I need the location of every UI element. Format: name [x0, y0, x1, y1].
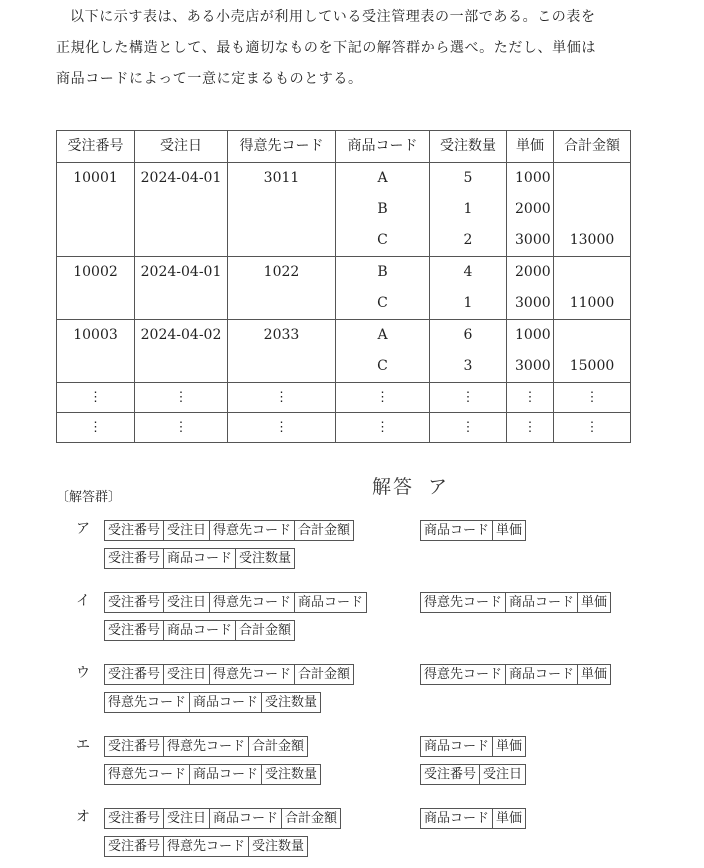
relation-attribute: 受注番号: [104, 520, 164, 541]
table-row: [57, 163, 631, 257]
relation-schema: [420, 764, 526, 785]
relation-attribute: 商品コード: [420, 736, 493, 757]
relation-attribute: 得意先コード: [209, 520, 295, 541]
ellipsis-cell: ⋮: [135, 413, 228, 443]
relation-schema: [420, 664, 611, 685]
customer-code-cell: 1022: [228, 257, 336, 320]
quantity-cell: 5 1 2: [430, 163, 507, 257]
ellipsis-cell: ⋮: [554, 413, 631, 443]
table-header-row: [57, 131, 631, 163]
unit-price-cell: 2000 3000: [507, 257, 554, 320]
relation-attribute: 得意先コード: [209, 592, 295, 613]
relation-schema: [104, 808, 341, 829]
relation-attribute: 受注番号: [104, 592, 164, 613]
relation-attribute: 得意先コード: [209, 664, 295, 685]
relation-attribute: 合計金額: [281, 808, 341, 829]
answer-banner-value: ア: [428, 476, 450, 498]
header-order-date: 受注日: [135, 131, 228, 163]
order-no-cell: 10001: [57, 163, 135, 257]
answer-option: [0, 736, 704, 796]
table-row: [57, 257, 631, 320]
relation-attribute: 得意先コード: [420, 592, 506, 613]
answer-option-label: ウ: [76, 665, 90, 681]
relation-schema: [104, 520, 354, 541]
relation-schema: [104, 764, 321, 785]
relation-attribute: 単価: [577, 592, 611, 613]
relation-attribute: 商品コード: [505, 592, 578, 613]
relation-attribute: 単価: [492, 808, 526, 829]
relation-schema: [420, 592, 611, 613]
ellipsis-cell: ⋮: [336, 413, 430, 443]
relation-attribute: 商品コード: [189, 692, 262, 713]
ellipsis-cell: ⋮: [135, 383, 228, 413]
relation-schema: [104, 736, 308, 757]
quantity-cell: 6 3: [430, 320, 507, 383]
product-code-cell: A B C: [336, 163, 430, 257]
ellipsis-row: [57, 383, 631, 413]
order-no-cell: 10002: [57, 257, 135, 320]
relation-attribute: 合計金額: [235, 620, 295, 641]
answer-option-label: エ: [76, 737, 90, 753]
relation-attribute: 商品コード: [420, 520, 493, 541]
relation-schema: [104, 836, 308, 857]
answer-group-title: 〔解答群〕: [56, 490, 122, 505]
answer-option-label: ア: [76, 521, 90, 537]
unit-price-cell: 1000 3000: [507, 320, 554, 383]
question-line: 以下に示す表は、ある小売店が利用している受注管理表の一部である。この表を: [70, 9, 596, 25]
order-date-cell: 2024-04-02: [135, 320, 228, 383]
answer-option-label: イ: [76, 593, 90, 609]
relation-attribute: 合計金額: [248, 736, 308, 757]
quantity-cell: 4 1: [430, 257, 507, 320]
relation-attribute: 商品コード: [420, 808, 493, 829]
relation-schema: [420, 808, 526, 829]
ellipsis-cell: ⋮: [228, 383, 336, 413]
relation-attribute: 商品コード: [189, 764, 262, 785]
unit-price-cell: 1000 2000 3000: [507, 163, 554, 257]
ellipsis-cell: ⋮: [430, 383, 507, 413]
relation-attribute: 受注番号: [104, 664, 164, 685]
answer-banner: [372, 472, 449, 499]
relation-attribute: 受注日: [163, 520, 210, 541]
relation-attribute: 単価: [492, 520, 526, 541]
header-quantity: 受注数量: [430, 131, 507, 163]
relation-attribute: 商品コード: [163, 620, 236, 641]
order-table: [56, 130, 631, 443]
relation-schema: [420, 736, 526, 757]
relation-attribute: 得意先コード: [420, 664, 506, 685]
total-cell: 15000: [554, 320, 631, 383]
relation-schema: [104, 692, 321, 713]
ellipsis-cell: ⋮: [57, 383, 135, 413]
customer-code-cell: 2033: [228, 320, 336, 383]
header-total: 合計金額: [554, 131, 631, 163]
answer-banner-label: 解答: [372, 476, 415, 498]
relation-attribute: 受注番号: [104, 808, 164, 829]
header-product-code: 商品コード: [336, 131, 430, 163]
table-row: [57, 320, 631, 383]
question-text: [56, 2, 646, 95]
relation-attribute: 受注番号: [420, 764, 480, 785]
ellipsis-cell: ⋮: [228, 413, 336, 443]
relation-attribute: 受注日: [479, 764, 526, 785]
question-line: 商品コードによって一意に定まるものとする。: [56, 71, 363, 87]
ellipsis-cell: ⋮: [430, 413, 507, 443]
relation-attribute: 商品コード: [163, 548, 236, 569]
relation-schema: [420, 520, 526, 541]
relation-attribute: 受注数量: [248, 836, 308, 857]
header-unit-price: 単価: [507, 131, 554, 163]
relation-attribute: 受注番号: [104, 548, 164, 569]
relation-schema: [104, 548, 295, 569]
relation-attribute: 得意先コード: [104, 692, 190, 713]
ellipsis-cell: ⋮: [507, 383, 554, 413]
header-order-no: 受注番号: [57, 131, 135, 163]
answer-option: [0, 808, 704, 868]
relation-schema: [104, 664, 354, 685]
ellipsis-cell: ⋮: [507, 413, 554, 443]
relation-attribute: 受注数量: [235, 548, 295, 569]
answer-option: [0, 664, 704, 724]
product-code-cell: B C: [336, 257, 430, 320]
relation-attribute: 単価: [577, 664, 611, 685]
answer-option: [0, 592, 704, 652]
relation-schema: [104, 592, 367, 613]
relation-attribute: 得意先コード: [163, 836, 249, 857]
relation-attribute: 受注番号: [104, 620, 164, 641]
relation-attribute: 商品コード: [505, 664, 578, 685]
total-cell: 11000: [554, 257, 631, 320]
total-cell: 13000: [554, 163, 631, 257]
relation-attribute: 受注日: [163, 808, 210, 829]
relation-attribute: 受注日: [163, 664, 210, 685]
relation-attribute: 受注数量: [261, 764, 321, 785]
order-no-cell: 10003: [57, 320, 135, 383]
question-line: 正規化した構造として、最も適切なものを下記の解答群から選べ。ただし、単価は: [56, 40, 596, 56]
relation-attribute: 受注番号: [104, 736, 164, 757]
relation-attribute: 受注数量: [261, 692, 321, 713]
order-date-cell: 2024-04-01: [135, 257, 228, 320]
answer-option-label: オ: [76, 809, 90, 825]
relation-attribute: 商品コード: [209, 808, 282, 829]
answer-option: [0, 520, 704, 580]
ellipsis-cell: ⋮: [554, 383, 631, 413]
relation-attribute: 受注日: [163, 592, 210, 613]
customer-code-cell: 3011: [228, 163, 336, 257]
relation-attribute: 商品コード: [294, 592, 367, 613]
relation-attribute: 得意先コード: [104, 764, 190, 785]
relation-attribute: 合計金額: [294, 664, 354, 685]
ellipsis-row: [57, 413, 631, 443]
ellipsis-cell: ⋮: [57, 413, 135, 443]
relation-schema: [104, 620, 295, 641]
ellipsis-cell: ⋮: [336, 383, 430, 413]
relation-attribute: 得意先コード: [163, 736, 249, 757]
product-code-cell: A C: [336, 320, 430, 383]
relation-attribute: 単価: [492, 736, 526, 757]
relation-attribute: 合計金額: [294, 520, 354, 541]
relation-attribute: 受注番号: [104, 836, 164, 857]
header-customer-code: 得意先コード: [228, 131, 336, 163]
order-date-cell: 2024-04-01: [135, 163, 228, 257]
